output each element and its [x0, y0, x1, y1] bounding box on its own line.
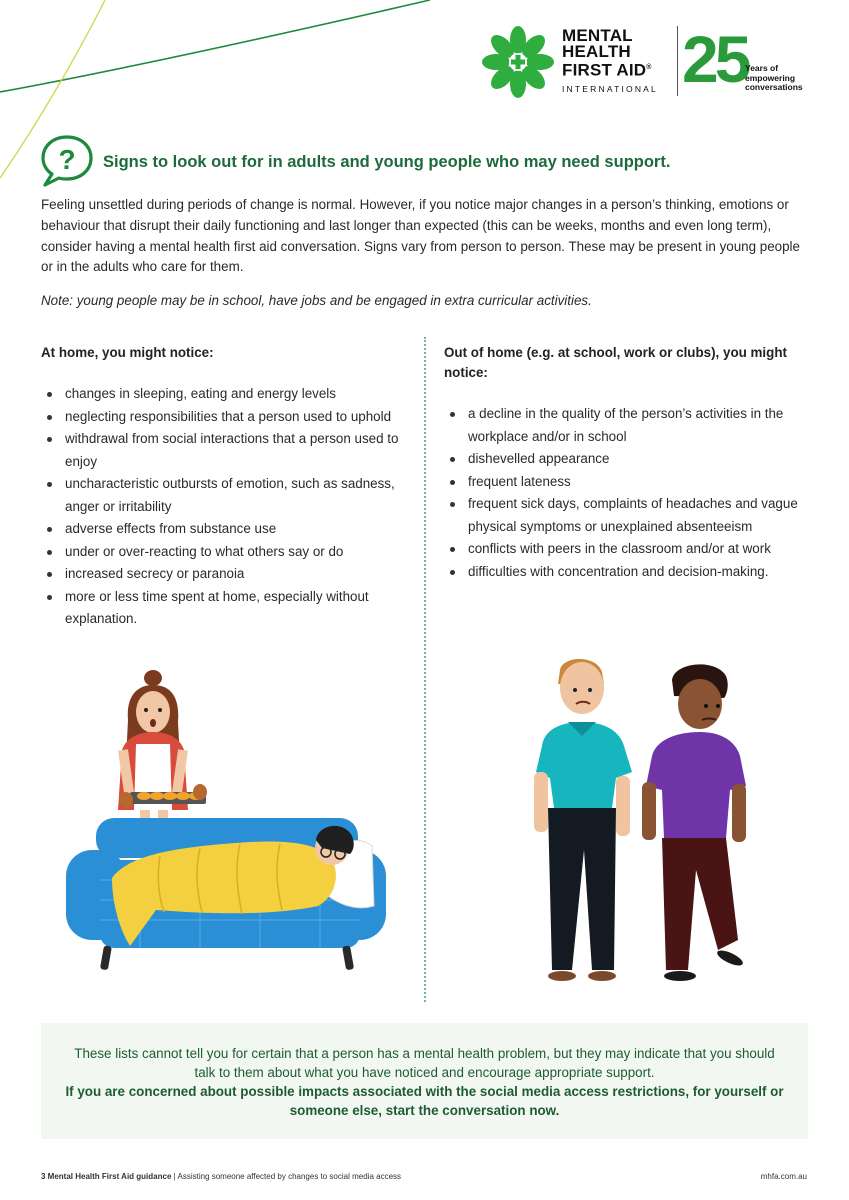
list-item: dishevelled appearance — [444, 448, 819, 471]
away-signs-list — [444, 403, 819, 583]
list-item: under or over-reacting to what others say or do — [41, 541, 406, 564]
list-item: conflicts with peers in the classroom and/or at work — [444, 538, 819, 561]
footer-page-label: 3 Mental Health First Aid guidance — [41, 1172, 172, 1181]
list-item: withdrawal from social interactions that a person used to enjoy — [41, 428, 406, 473]
logo-wordmark — [562, 28, 658, 94]
section-heading: Signs to look out for in adults and young people who may need support. — [103, 153, 671, 171]
list-item: frequent sick days, complaints of headaches and vague physical symptoms or unexplained absenteeism — [444, 493, 819, 538]
list-item: changes in sleeping, eating and energy levels — [41, 383, 406, 406]
list-item: adverse effects from substance use — [41, 518, 406, 541]
list-item: increased secrecy or paranoia — [41, 563, 406, 586]
list-item: uncharacteristic outbursts of emotion, such as sadness, anger or irritability — [41, 473, 406, 518]
woman-figure — [118, 670, 207, 840]
footer-url[interactable]: mhfa.com.au — [760, 1172, 807, 1181]
home-signs-column — [41, 343, 406, 631]
away-illustration — [520, 650, 760, 990]
intro-paragraph: Feeling unsettled during periods of change is normal. However, if you notice major changes in a person’s thinking, emotions or behaviour that disrupt their daily functioning and last longer than expected (this can be weeks, months and even long term), consider having a mental health first aid conversation. Signs vary from person to person. These may be present in young people or in the adults who care for them. — [41, 197, 800, 275]
anniversary-caption: Years of empowering conversations — [745, 63, 803, 92]
logo-line-1: MENTAL — [562, 26, 633, 45]
person-teal-shirt — [534, 659, 632, 981]
away-signs-title: Out of home (e.g. at school, work or clubs), you might notice: — [444, 345, 787, 380]
home-illustration — [60, 660, 400, 980]
callout-box — [41, 1023, 808, 1139]
footer-label — [41, 1172, 401, 1181]
home-signs-title: At home, you might notice: — [41, 345, 214, 360]
note-paragraph: Note: young people may be in school, have jobs and be engaged in extra curricular activities. — [41, 293, 592, 308]
home-signs-list — [41, 383, 406, 631]
column-divider — [424, 337, 426, 1002]
logo-divider — [677, 26, 678, 96]
away-signs-column — [444, 343, 819, 583]
list-item: more or less time spent at home, especially without explanation. — [41, 586, 406, 631]
list-item: frequent lateness — [444, 471, 819, 494]
mhfa-logo — [480, 24, 820, 100]
person-purple-shirt — [642, 664, 746, 981]
footer-separator: | — [171, 1172, 178, 1181]
callout-bold-text: If you are concerned about possible impacts associated with the social media access restrictions, for yourself or someone else, start the conversation now. — [65, 1084, 784, 1118]
question-speech-bubble-icon — [39, 133, 95, 189]
footer-subtitle: Assisting someone affected by changes to social media access — [177, 1172, 402, 1181]
logo-international: INTERNATIONAL — [562, 83, 658, 94]
list-item: neglecting responsibilities that a person used to uphold — [41, 406, 406, 429]
logo-line-3: FIRST AID® — [562, 60, 652, 80]
list-item: difficulties with concentration and decision-making. — [444, 561, 819, 584]
callout-text: These lists cannot tell you for certain that a person has a mental health problem, but they may indicate that you should talk to them about what you have noticed and encourage appropriate support. — [74, 1046, 775, 1080]
list-item: a decline in the quality of the person’s activities in the workplace and/or in school — [444, 403, 819, 448]
flower-logo-icon — [480, 24, 556, 100]
svg-text:?: ? — [58, 144, 76, 175]
logo-line-2: HEALTH — [562, 42, 631, 61]
anniversary-number: 25 — [682, 22, 748, 96]
